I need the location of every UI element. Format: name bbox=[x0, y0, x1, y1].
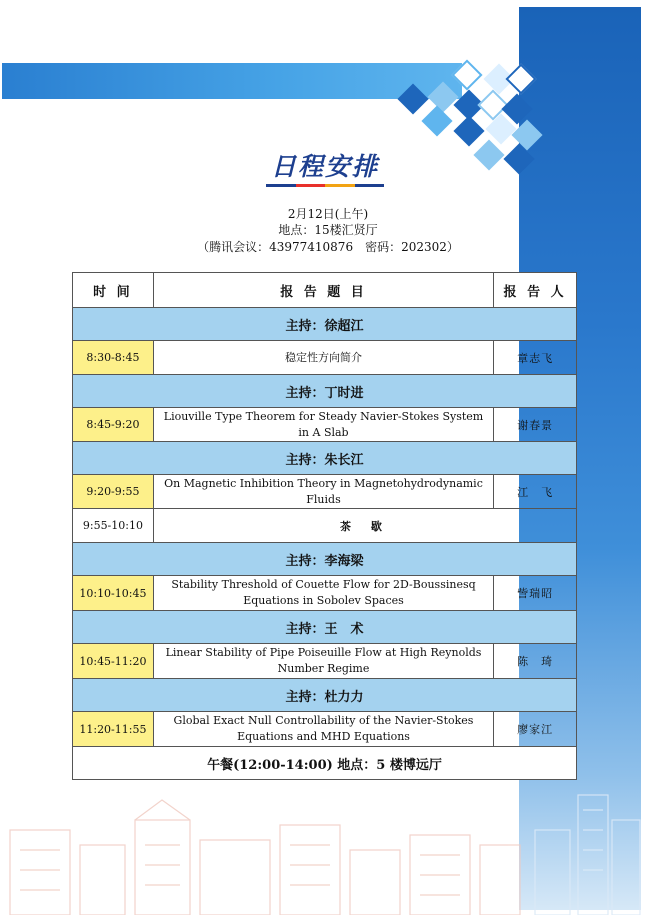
host-label: 主持：李海梁 bbox=[73, 543, 577, 576]
host-row bbox=[73, 543, 577, 576]
talk-row bbox=[73, 408, 577, 442]
host-label: 主持：杜力力 bbox=[73, 679, 577, 712]
host-row bbox=[73, 308, 577, 341]
column-header-topic: 报 告 题 目 bbox=[153, 273, 493, 308]
lunch-row bbox=[73, 747, 577, 780]
title-underline bbox=[266, 184, 384, 187]
break-label: 茶 歇 bbox=[153, 509, 576, 543]
table-header-row bbox=[73, 273, 577, 308]
lunch-label: 午餐(12:00-14:00) 地点：5 楼博远厅 bbox=[73, 747, 577, 780]
host-label: 主持：朱长江 bbox=[73, 442, 577, 475]
talk-topic: Linear Stability of Pipe Poiseuille Flow at High Reynolds Number Regime bbox=[153, 644, 493, 679]
host-row bbox=[73, 442, 577, 475]
host-row bbox=[73, 375, 577, 408]
decorative-diamonds bbox=[392, 58, 552, 178]
host-row bbox=[73, 679, 577, 712]
host-label: 主持：丁时进 bbox=[73, 375, 577, 408]
title-block bbox=[258, 152, 392, 188]
talk-time: 11:20-11:55 bbox=[73, 712, 154, 747]
talk-row bbox=[73, 712, 577, 747]
date-line: 2月12日(上午) bbox=[287, 207, 369, 221]
host-label: 主持：王 术 bbox=[73, 611, 577, 644]
talk-speaker: 廖家江 bbox=[494, 712, 577, 747]
talk-row bbox=[73, 644, 577, 679]
column-header-speaker: 报 告 人 bbox=[494, 273, 577, 308]
talk-row bbox=[73, 576, 577, 611]
break-row bbox=[73, 509, 577, 543]
host-label: 主持：徐超江 bbox=[73, 308, 577, 341]
talk-time: 8:45-9:20 bbox=[73, 408, 154, 442]
talk-row bbox=[73, 475, 577, 509]
talk-speaker: 陈 琦 bbox=[494, 644, 577, 679]
talk-time: 8:30-8:45 bbox=[73, 341, 154, 375]
page-title: 日程安排 bbox=[270, 152, 379, 181]
decorative-skyline bbox=[0, 790, 647, 915]
talk-speaker: 谢春景 bbox=[494, 408, 577, 442]
meeting-line: （腾讯会议：43977410876 密码：202302） bbox=[197, 240, 459, 254]
talk-speaker: 章志飞 bbox=[494, 341, 577, 375]
schedule-table bbox=[72, 272, 577, 780]
column-header-time: 时 间 bbox=[73, 273, 154, 308]
talk-topic: 稳定性方向简介 bbox=[153, 341, 493, 375]
talk-row bbox=[73, 341, 577, 375]
talk-topic: Liouville Type Theorem for Steady Navier-Stokes System in A Slab bbox=[153, 408, 493, 442]
break-time: 9:55-10:10 bbox=[73, 509, 154, 543]
talk-topic: On Magnetic Inhibition Theory in Magnetohydrodynamic Fluids bbox=[153, 475, 493, 509]
location-line: 地点：15楼汇贤厅 bbox=[278, 223, 378, 237]
talk-time: 10:10-10:45 bbox=[73, 576, 154, 611]
talk-time: 10:45-11:20 bbox=[73, 644, 154, 679]
talk-topic: Global Exact Null Controllability of the Navier-Stokes Equations and MHD Equations bbox=[153, 712, 493, 747]
talk-time: 9:20-9:55 bbox=[73, 475, 154, 509]
talk-speaker: 訾瑞昭 bbox=[494, 576, 577, 611]
talk-topic: Stability Threshold of Couette Flow for 2D-Boussinesq Equations in Sobolev Spaces bbox=[153, 576, 493, 611]
host-row bbox=[73, 611, 577, 644]
talk-speaker: 江 飞 bbox=[494, 475, 577, 509]
